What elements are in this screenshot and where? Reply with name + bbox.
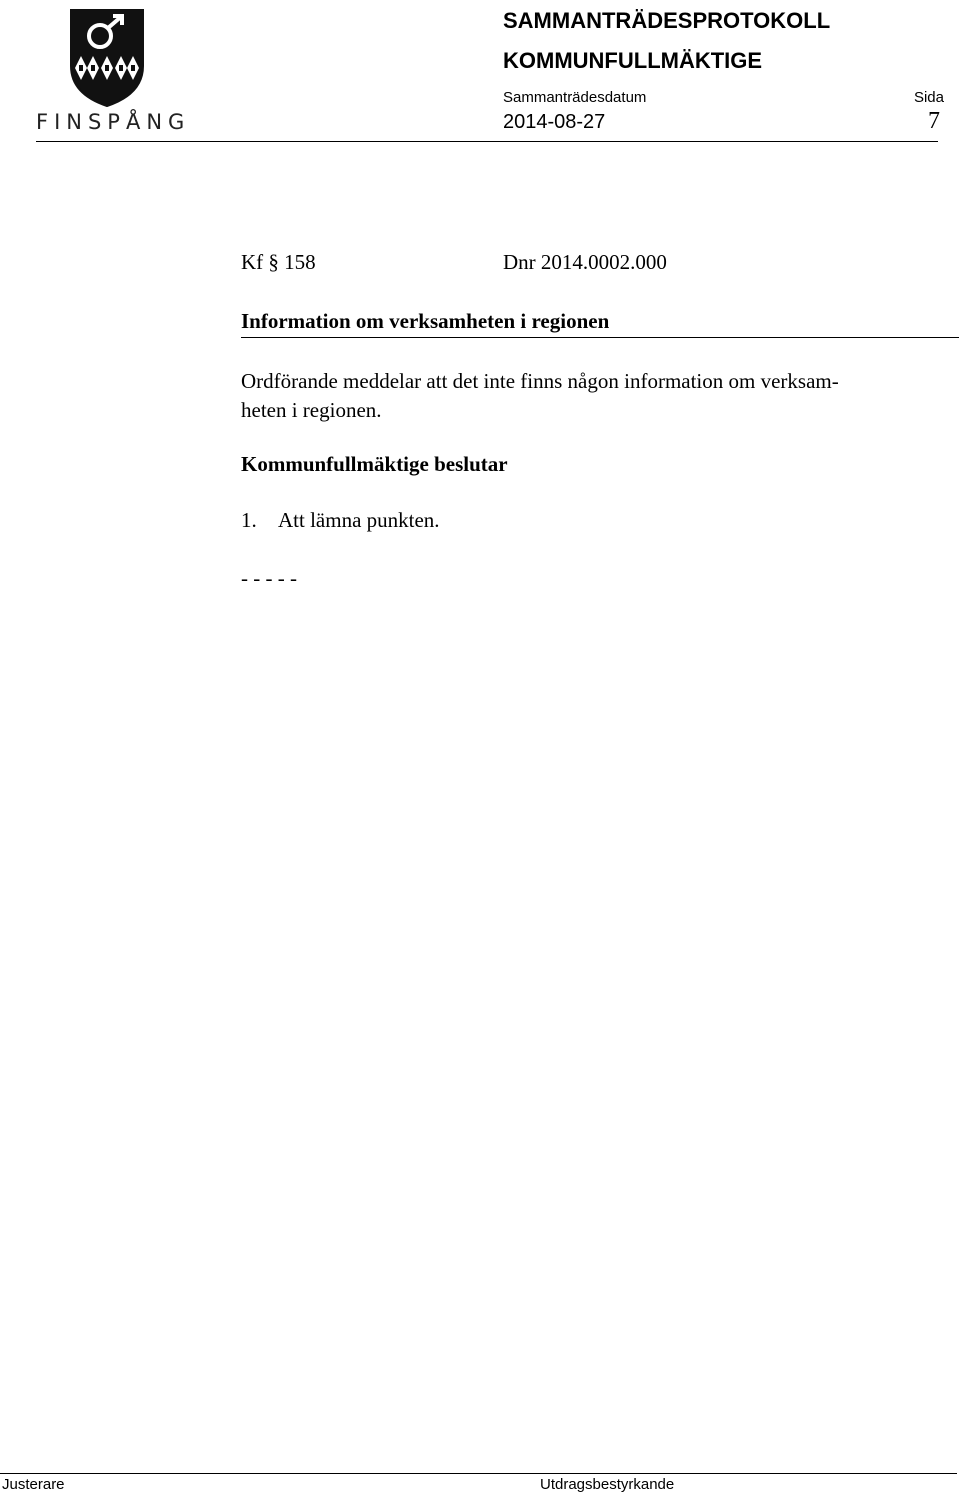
body-line: heten i regionen.	[241, 398, 382, 422]
header-divider	[36, 141, 938, 142]
decision-text: Att lämna punkten.	[278, 508, 440, 532]
title-divider	[241, 337, 959, 338]
body-line: Ordförande meddelar att det inte finns någon information om verksam-	[241, 369, 839, 393]
meeting-date-label: Sammanträdesdatum	[503, 89, 647, 106]
meeting-date: 2014-08-27	[503, 111, 606, 133]
section-title: Information om verksamheten i regionen	[241, 309, 610, 333]
diary-number: Dnr 2014.0002.000	[503, 250, 667, 274]
section-body-text	[241, 367, 959, 425]
footer-certification-label: Utdragsbestyrkande	[540, 1476, 675, 1493]
document-type-heading: SAMMANTRÄDESPROTOKOLL	[503, 8, 831, 33]
decision-item	[241, 508, 440, 533]
decision-heading: Kommunfullmäktige beslutar	[241, 452, 508, 476]
decision-number: 1.	[241, 508, 257, 532]
section-number: Kf § 158	[241, 250, 316, 274]
page-label: Sida	[913, 89, 944, 106]
footer-adjuster-label: Justerare	[2, 1476, 65, 1493]
logo-wordmark: FINSPÅNG	[36, 110, 191, 134]
page-number: 7	[928, 108, 940, 134]
section-end-marker: - - - - -	[241, 566, 297, 590]
footer-divider	[0, 1473, 957, 1474]
decision-body-heading: KOMMUNFULLMÄKTIGE	[503, 48, 763, 73]
finspang-coat-of-arms-icon	[36, 6, 180, 110]
municipality-logo	[36, 6, 191, 134]
